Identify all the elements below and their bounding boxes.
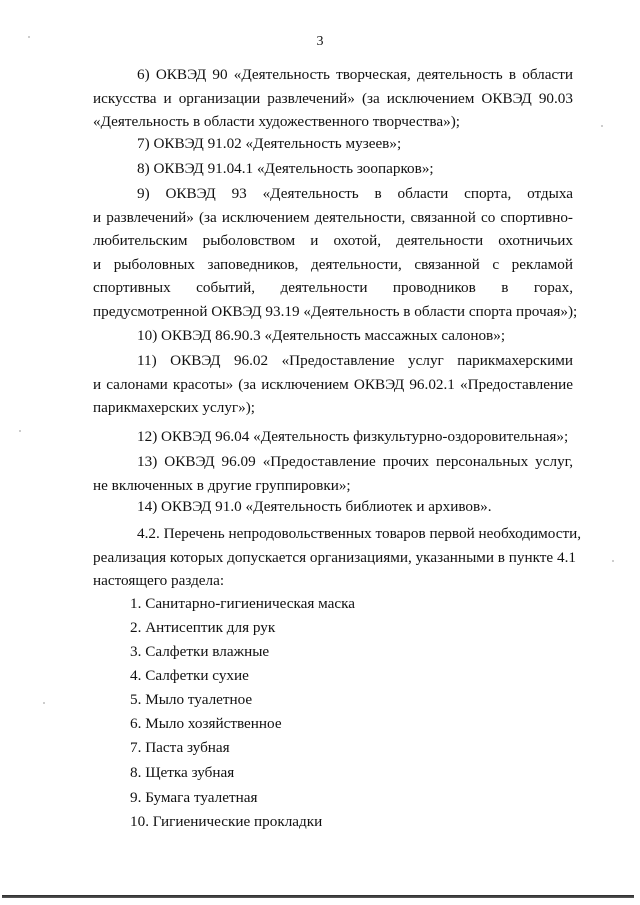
okved-item-6-line-1: 6) ОКВЭД 90 «Деятельность творческая, деятельность в области bbox=[137, 66, 573, 83]
okved-item-8-line-1: 8) ОКВЭД 91.04.1 «Деятельность зоопарков»; bbox=[137, 160, 434, 177]
page-number: 3 bbox=[316, 34, 324, 49]
okved-item-10 bbox=[93, 324, 573, 348]
okved-item-7-line-1: 7) ОКВЭД 91.02 «Деятельность музеев»; bbox=[137, 135, 402, 152]
goods-list-item: 1. Санитарно-гигиеническая маска bbox=[130, 595, 356, 612]
goods-list-item: 10. Гигиенические прокладки bbox=[130, 813, 323, 830]
goods-list-item: 2. Антисептик для рук bbox=[130, 619, 276, 636]
okved-item-6-line-3: «Деятельность в области художественного творчества»); bbox=[93, 113, 461, 131]
goods-list-item: 9. Бумага туалетная bbox=[130, 789, 258, 806]
section-4-2-line-3: настоящего раздела: bbox=[93, 572, 225, 590]
okved-item-14 bbox=[93, 495, 573, 519]
goods-list-item: 3. Салфетки влажные bbox=[130, 643, 270, 660]
okved-item-6 bbox=[93, 63, 573, 134]
okved-item-13-line-2: не включенных в другие группировки»; bbox=[93, 476, 351, 494]
section-4-2-line-2: реализация которых допускается организациями, указанными в пункте 4.1 bbox=[93, 548, 576, 566]
okved-item-6-line-2: искусства и организации развлечений» (за исключением ОКВЭД 90.03 bbox=[93, 89, 573, 107]
okved-item-9-line-1: 9) ОКВЭД 93 «Деятельность в области спорта, отдыха bbox=[137, 185, 573, 202]
okved-item-8 bbox=[93, 157, 573, 181]
scan-bottom-edge bbox=[2, 895, 634, 898]
goods-list-item: 8. Щетка зубная bbox=[130, 764, 235, 781]
okved-item-12-line-1: 12) ОКВЭД 96.04 «Деятельность физкультурно-оздоровительная»; bbox=[137, 428, 569, 445]
okved-item-13 bbox=[93, 450, 573, 497]
okved-item-13-line-1: 13) ОКВЭД 96.09 «Предоставление прочих персональных услуг, bbox=[137, 453, 573, 470]
goods-list-item: 6. Мыло хозяйственное bbox=[130, 715, 282, 732]
okved-item-11-line-3: парикмахерских услуг»); bbox=[93, 399, 256, 417]
okved-item-11 bbox=[93, 349, 573, 420]
okved-item-10-line-1: 10) ОКВЭД 86.90.3 «Деятельность массажных салонов»; bbox=[137, 327, 506, 344]
okved-item-9-line-3: любительским рыболовством и охотой, деятельности охотничьих bbox=[93, 232, 573, 250]
okved-item-7 bbox=[93, 132, 573, 156]
okved-item-9-line-2: и развлечений» (за исключением деятельности, связанной со спортивно- bbox=[93, 208, 573, 226]
okved-item-9-line-6: предусмотренной ОКВЭД 93.19 «Деятельность в области спорта прочая»); bbox=[93, 302, 578, 320]
okved-item-9-line-4: и рыболовных заповедников, деятельности, связанной с рекламой bbox=[93, 255, 573, 273]
goods-list-item: 5. Мыло туалетное bbox=[130, 691, 253, 708]
section-4-2-line-1: 4.2. Перечень непродовольственных товаров первой необходимости, bbox=[137, 525, 582, 542]
section-4-2-paragraph bbox=[93, 522, 582, 593]
okved-item-11-line-1: 11) ОКВЭД 96.02 «Предоставление услуг парикмахерскими bbox=[137, 352, 573, 369]
okved-item-12 bbox=[93, 425, 573, 449]
goods-list-item: 7. Паста зубная bbox=[130, 739, 230, 756]
goods-list-item: 4. Салфетки сухие bbox=[130, 667, 249, 684]
okved-item-9 bbox=[93, 182, 578, 324]
okved-item-9-line-5: спортивных событий, деятельности проводников в горах, bbox=[93, 279, 573, 297]
okved-item-11-line-2: и салонами красоты» (за исключением ОКВЭД 96.02.1 «Предоставление bbox=[93, 375, 573, 393]
okved-item-14-line-1: 14) ОКВЭД 91.0 «Деятельность библиотек и архивов». bbox=[137, 498, 492, 515]
